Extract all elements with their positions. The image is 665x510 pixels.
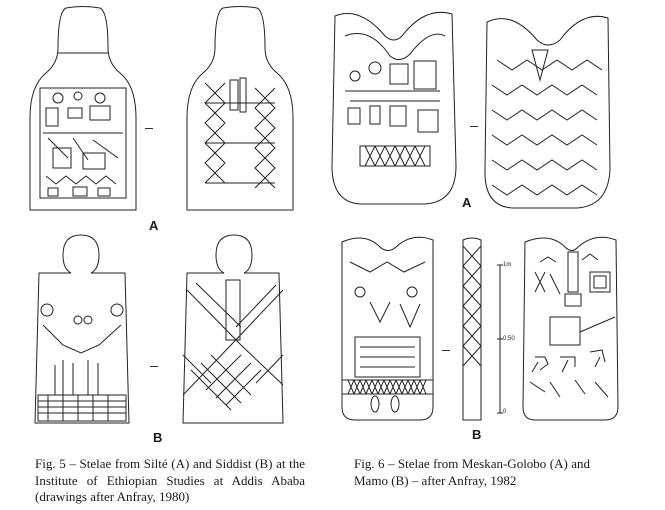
figure5-panel-a-label: A bbox=[149, 218, 159, 233]
figure5-panel-b-label: B bbox=[153, 430, 163, 445]
scale-label-bottom: 0 bbox=[503, 409, 507, 415]
figure6-panel-b-label: B bbox=[472, 427, 482, 442]
figure6-caption: Fig. 6 – Stelae from Meskan-Golobo (A) and Mamo (B) – after Anfray, 1982 bbox=[354, 456, 590, 488]
stela-mamo-side bbox=[461, 236, 483, 422]
stela-silte-front bbox=[28, 8, 138, 213]
figure6-panel-a-label: A bbox=[462, 195, 472, 210]
stela-meskan-golobo-front bbox=[330, 6, 458, 206]
scale-label-middle: 0,50 bbox=[503, 336, 515, 342]
view-separator bbox=[145, 128, 153, 129]
stela-mamo-front bbox=[340, 232, 435, 422]
stela-mamo-back bbox=[520, 232, 620, 422]
stela-siddist-back bbox=[181, 235, 286, 425]
figure5-caption: Fig. 5 – Stelae from Silté (A) and Siddist (B) at the Institute of Ethiopian Studies at Addis Ababa (drawings after Anfray, 1980) bbox=[35, 456, 305, 504]
scale-label-top: 1m bbox=[503, 262, 512, 268]
view-separator bbox=[470, 126, 478, 127]
view-separator bbox=[442, 350, 450, 351]
view-separator bbox=[150, 366, 158, 367]
stela-meskan-golobo-back bbox=[482, 10, 612, 210]
stela-silte-back bbox=[185, 8, 295, 213]
stela-siddist-front bbox=[33, 235, 133, 425]
